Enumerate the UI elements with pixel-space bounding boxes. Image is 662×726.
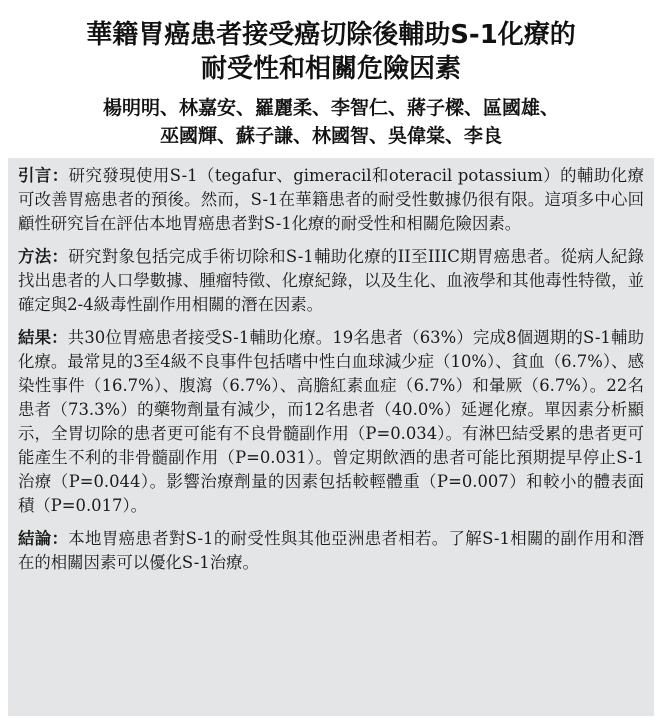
abstract-intro [18, 164, 644, 236]
title-line-2: 耐受性和相關危險因素 [200, 54, 461, 84]
results-label: 結果： [18, 328, 68, 347]
methods-label: 方法： [18, 247, 69, 266]
abstract-methods [18, 245, 644, 317]
conclusion-label: 結論： [18, 529, 69, 548]
methods-text: 研究對象包括完成手術切除和S-1輔助化療的II至IIIC期胃癌患者。從病人紀錄找出患者的人口學數據、腫瘤特徵、化療紀錄，以及生化、血液學和其他毒性特徵，並確定與2-4級毒性副作用相關的潛在因素。 [18, 247, 644, 314]
intro-label: 引言： [18, 166, 69, 185]
article-title [0, 18, 662, 86]
intro-text: 研究發現使用S-1（tegafur、gimeracil和oteracil potassium）的輔助化療可改善胃癌患者的預後。然而，S-1在華籍患者的耐受性數據仍很有限。這項多中心回顧性研究旨在評估本地胃癌患者對S-1化療的耐受性和相關危險因素。 [18, 166, 644, 233]
abstract-box [8, 158, 654, 716]
abstract-conclusion [18, 527, 644, 575]
title-line-1: 華籍胃癌患者接受癌切除後輔助S-1化療的 [86, 20, 576, 50]
conclusion-text: 本地胃癌患者對S-1的耐受性與其他亞洲患者相若。了解S-1相關的副作用和潛在的相關因素可以優化S-1治療。 [18, 529, 644, 572]
author-list [0, 94, 662, 150]
abstract-results [18, 326, 644, 518]
authors-line-2: 巫國輝、蘇子謙、林國智、吳偉棠、李良 [159, 125, 502, 147]
results-text: 共30位胃癌患者接受S-1輔助化療。19名患者（63%）完成8個週期的S-1輔助化療。最常見的3至4級不良事件包括嗜中性白血球減少症（10%）、貧血（6.7%）、感染性事件（16.7%）、腹瀉（6.7%）、高膽紅素血症（6.7%）和暈厥（6.7%）。22名患者（73.3%）的藥物劑量有減少，而12名患者（40.0%）延遲化療。單因素分析顯示，全胃切除的患者更可能有不良骨髓副作用（P=0.034）。有淋巴結受累的患者更可能產生不利的非骨髓副作用（P=0.031）。曾定期飲酒的患者可能比預期提早停止S-1治療（P=0.044）。影響治療劑量的因素包括較輕體重（P=0.007）和較小的體表面積（P=0.017）。 [18, 328, 644, 515]
article-header [0, 0, 662, 147]
authors-line-1: 楊明明、林嘉安、羅麗柔、李智仁、蔣子樑、區國雄、 [102, 97, 559, 119]
